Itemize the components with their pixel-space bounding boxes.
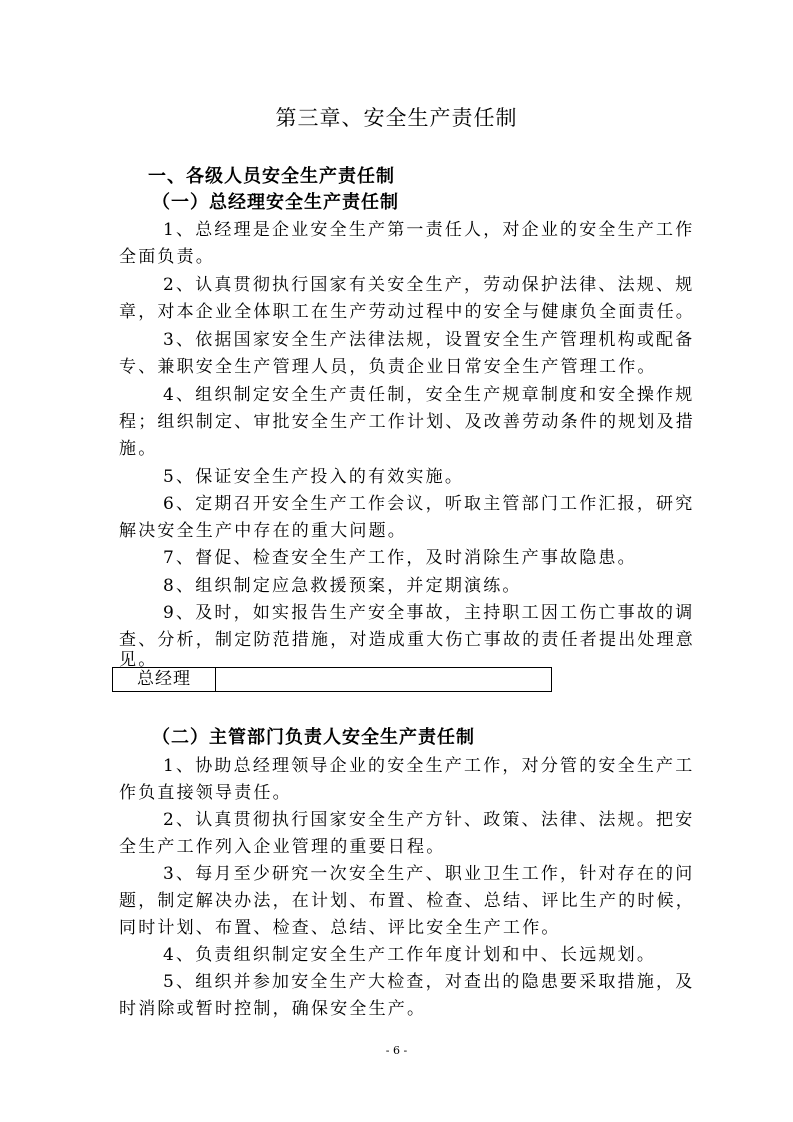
section-heading: 一、各级人员安全生产责任制 [148,166,395,187]
paragraph-line: 6、定期召开安全生产工作会议，听取主管部门工作汇报，研究 [163,494,695,514]
paragraph-line: 7、督促、检查安全生产工作，及时消除生产事故隐患。 [163,548,637,568]
paragraph-line: 5、组织并参加安全生产大检查，对查出的隐患要采取措施，及 [163,972,695,992]
subsection-heading-department-head: （二）主管部门负责人安全生产责任制 [152,727,475,748]
paragraph-line: 程；组织制定、审批安全生产工作计划、及改善劳动条件的规划及措 [119,412,695,432]
paragraph-line: 1、总经理是企业安全生产第一责任人，对企业的安全生产工作 [163,220,695,240]
paragraph-line: 查、分析，制定防范措施，对造成重大伤亡事故的责任者提出处理意 [119,630,695,650]
page-number: - 6 - [385,1044,408,1057]
paragraph-line: 3、每月至少研究一次安全生产、职业卫生工作，针对存在的问 [163,864,695,884]
chapter-title: 第三章、安全生产责任制 [275,106,518,130]
paragraph-line: 全生产工作列入企业管理的重要日程。 [119,837,446,857]
signature-label: 总经理 [113,668,216,691]
signature-field[interactable] [216,668,551,691]
paragraph-line: 同时计划、布置、检查、总结、评比安全生产工作。 [119,918,561,938]
paragraph-line: 4、负责组织制定安全生产工作年度计划和中、长远规划。 [163,945,657,965]
paragraph-line: 5、保证安全生产投入的有效实施。 [163,467,465,487]
paragraph-line: 2、认真贯彻执行国家安全生产方针、政策、法律、法规。把安 [163,810,695,830]
paragraph-line: 4、组织制定安全生产责任制，安全生产规章制度和安全操作规 [163,385,695,405]
paragraph-line: 3、依据国家安全生产法律法规，设置安全生产管理机构或配备 [163,330,695,350]
paragraph-line: 9、及时，如实报告生产安全事故，主持职工因工伤亡事故的调 [163,603,695,623]
paragraph-line: 章，对本企业全体职工在生产劳动过程中的安全与健康负全面责任。 [119,302,695,322]
paragraph-line: 题，制定解决办法，在计划、布置、检查、总结、评比生产的时候， [119,891,695,911]
paragraph-line: 施。 [119,439,158,459]
paragraph-line: 专、兼职安全生产管理人员，负责企业日常安全生产管理工作。 [119,357,657,377]
paragraph-line: 作负直接领导责任。 [119,783,292,803]
subsection-heading-general-manager: （一）总经理安全生产责任制 [152,192,399,213]
paragraph-line: 1、协助总经理领导企业的安全生产工作，对分管的安全生产工 [163,756,695,776]
paragraph-line: 8、组织制定应急救援预案，并定期演练。 [163,576,522,596]
paragraph-line: 时消除或暂时控制，确保安全生产。 [119,999,427,1019]
paragraph-line: 见。 [119,650,158,670]
paragraph-line: 解决安全生产中存在的重大问题。 [119,521,407,541]
paragraph-line: 全面负责。 [119,247,215,267]
signature-table [112,667,552,692]
paragraph-line: 2、认真贯彻执行国家有关安全生产，劳动保护法律、法规、规 [163,275,695,295]
